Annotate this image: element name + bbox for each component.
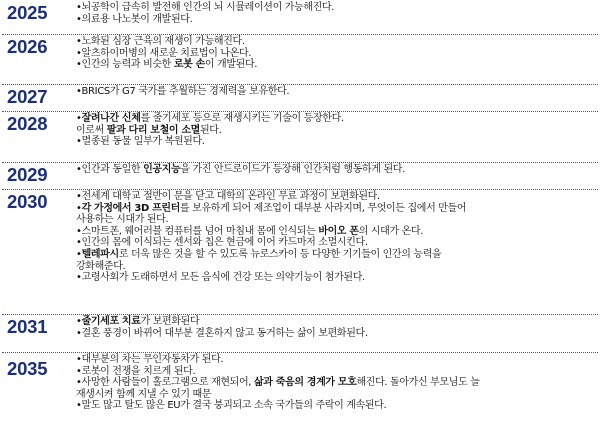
prediction-text: 이 개발된다.: [204, 59, 258, 71]
prediction-text: 된다.: [199, 124, 222, 136]
prediction-text: 강화해준다.: [76, 260, 126, 272]
highlighted-text: 줄기세포 치료: [81, 316, 141, 327]
prediction-line: [76, 125, 592, 137]
prediction-text: •스마트폰, 웨어러블 컴퓨터를 넘어 마침내 몸에 인식되는: [76, 225, 319, 237]
row-divider: [2, 189, 598, 190]
year-label: 2035: [7, 358, 48, 379]
year-label: 2029: [7, 164, 48, 185]
row-divider: [2, 84, 598, 85]
highlighted-text: 바이오 폰: [318, 225, 359, 237]
prediction-text: •: [76, 113, 82, 124]
year-label: 2026: [7, 36, 48, 57]
year-label: 2027: [7, 86, 48, 107]
prediction-text: •멸종된 동물 일부가 복원된다.: [76, 136, 205, 148]
prediction-text: •인간의 몸에 이식되는 센서와 칩은 현금에 이어 카드마저 소멸시킨다.: [76, 237, 368, 249]
prediction-text: •: [76, 248, 82, 260]
year-label: 2028: [7, 113, 48, 134]
prediction-line: [76, 36, 592, 48]
prediction-text: 사용하는 시대가 된다.: [76, 214, 169, 226]
prediction-line: [76, 389, 592, 401]
prediction-text: •로봇이 전쟁을 치르게 된다.: [76, 365, 196, 377]
prediction-text: 를 줄기세포 등으로 재생시키는 기술이 등장한다.: [140, 113, 344, 124]
prediction-line: [76, 214, 592, 226]
prediction-list: [76, 354, 592, 412]
prediction-text: •: [76, 202, 82, 214]
prediction-text: •사망한 사람들이 홀로그램으로 재현되어,: [76, 377, 254, 389]
prediction-text: •알츠하이머병의 새로운 치료법이 나온다.: [76, 47, 252, 59]
highlighted-text: 인공지능: [143, 164, 181, 175]
prediction-line: [76, 48, 592, 60]
prediction-line: [76, 400, 592, 412]
prediction-line: [76, 59, 592, 71]
prediction-line: [76, 191, 592, 203]
year-label: 2025: [7, 2, 48, 23]
prediction-text: 로 더욱 많은 것을 할 수 있도록 뉴로스카이 등 다양한 기기들이 인간의 능력을: [118, 248, 442, 260]
row-divider: [2, 314, 598, 315]
prediction-text: •결혼 풍경이 바뀌어 대부분 결혼하지 않고 동거하는 삶이 보편화된다.: [76, 327, 368, 339]
row-divider: [2, 352, 598, 353]
prediction-line: [76, 316, 592, 328]
prediction-line: [76, 14, 592, 26]
prediction-list: [76, 191, 592, 284]
highlighted-text: 삶과 죽음의 경계가 모호: [253, 377, 357, 389]
prediction-line: [76, 226, 592, 238]
prediction-text: •말도 많고 탈도 많은 EU가 결국 붕괴되고 소속 국가들의 주락이 계속된다.: [76, 400, 387, 412]
highlighted-text: 각 가정에서 3D 프린터: [81, 202, 180, 214]
prediction-text: 을 가진 안드로이드가 등장해 인간처럼 행동하게 된다.: [180, 164, 405, 175]
prediction-line: [76, 354, 592, 366]
prediction-text: 재생시켜 함께 지낼 수 있기 때문: [76, 388, 212, 400]
prediction-line: [76, 203, 592, 215]
prediction-list: [76, 164, 592, 176]
prediction-line: [76, 164, 592, 176]
prediction-line: [76, 366, 592, 378]
prediction-list: [76, 36, 592, 71]
row-divider: [2, 34, 598, 35]
prediction-line: [76, 328, 592, 340]
prediction-text: •BRICS가 G7 국가를 추월하는 경제력을 보유한다.: [76, 86, 290, 97]
prediction-line: [76, 377, 592, 389]
prediction-list: [76, 2, 592, 25]
prediction-line: [76, 136, 592, 148]
prediction-text: 를 보유하게 되어 제조업이 대부분 사라지며, 무엇이든 집에서 만들어: [180, 202, 467, 214]
prediction-line: [76, 249, 592, 261]
prediction-text: 의 시대가 온다.: [358, 225, 424, 237]
prediction-text: 해진다. 돌아가신 부모님도 늘: [356, 377, 480, 389]
prediction-line: [76, 261, 592, 273]
prediction-list: [76, 316, 592, 339]
prediction-list: [76, 113, 592, 148]
year-label: 2031: [7, 316, 48, 337]
prediction-text: •뇌공학이 급속히 발전해 인간의 뇌 시뮬레이션이 가능해진다.: [76, 2, 335, 13]
year-label: 2030: [7, 191, 48, 212]
prediction-line: [76, 272, 592, 284]
row-divider: [2, 162, 598, 163]
prediction-text: •인간과 동일한: [76, 164, 144, 175]
prediction-text: •고령사회가 도래하면서 모든 음식에 건강 또는 의약기능이 첨가된다.: [76, 272, 365, 284]
prediction-text: •: [76, 316, 82, 327]
prediction-text: •대부분의 차는 무인자동차가 된다.: [76, 354, 224, 365]
highlighted-text: 팔과 다리 보철이 소멸: [106, 124, 200, 136]
prediction-text: •노화된 심장 근육의 재생이 가능해진다.: [76, 36, 245, 47]
prediction-list: [76, 86, 592, 98]
prediction-line: [76, 86, 592, 98]
prediction-text: •의료용 나노봇이 개발된다.: [76, 13, 193, 25]
highlighted-text: 잘려나간 신체: [81, 113, 141, 124]
prediction-line: [76, 2, 592, 14]
prediction-text: •전세계 대학교 절반이 문을 닫고 대학의 온라인 무료 과정이 보편화된다.: [76, 191, 380, 202]
prediction-text: 가 보편화된다: [140, 316, 200, 327]
prediction-line: [76, 237, 592, 249]
prediction-line: [76, 113, 592, 125]
prediction-text: •인간의 능력과 비슷한: [76, 59, 174, 71]
highlighted-text: 로봇 손: [173, 59, 205, 71]
highlighted-text: 텔레파시: [81, 248, 119, 260]
row-divider: [2, 111, 598, 112]
prediction-text: 이로써: [76, 124, 107, 136]
